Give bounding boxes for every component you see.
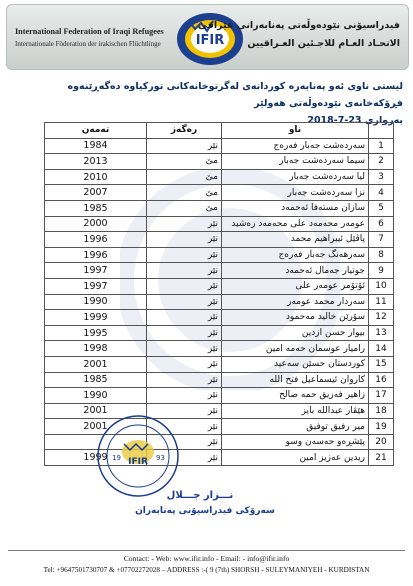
row-name: بیوار حسن ازدین xyxy=(222,325,369,341)
row-name: عومەر محەمەد علی محەمەد رەشید xyxy=(222,216,369,232)
letterhead-german-title: Internationale Föderation der irakischen Flüchtlinge xyxy=(15,40,161,48)
row-name: لیا سەردەشت جەبار xyxy=(222,169,369,185)
row-age: 1999 xyxy=(45,450,147,466)
seal-year-left: 19 xyxy=(112,454,121,462)
row-age: 1990 xyxy=(45,294,147,310)
letterhead xyxy=(6,4,409,70)
row-number: 21 xyxy=(369,450,394,466)
row-name: ئۆتۆمر عومەر علی xyxy=(222,278,369,294)
table-row xyxy=(45,216,394,232)
row-age: 1984 xyxy=(45,138,147,154)
header-gender: رەگەز xyxy=(147,123,222,139)
row-gender: نێر xyxy=(147,325,222,341)
row-number: 10 xyxy=(369,278,394,294)
row-number: 17 xyxy=(369,388,394,404)
table-row xyxy=(45,356,394,372)
footer-divider xyxy=(8,550,405,551)
row-gender: نێر xyxy=(147,232,222,248)
row-age: 2013 xyxy=(45,154,147,170)
row-age: 1996 xyxy=(45,232,147,248)
row-gender: مێ xyxy=(147,169,222,185)
row-age: 1985 xyxy=(45,372,147,388)
row-number: 2 xyxy=(369,154,394,170)
official-seal xyxy=(96,414,180,498)
row-gender: مێ xyxy=(147,154,222,170)
table-row xyxy=(45,294,394,310)
row-number: 3 xyxy=(369,169,394,185)
row-number: 7 xyxy=(369,232,394,248)
row-age: 1985 xyxy=(45,200,147,216)
row-age: 2001 xyxy=(45,403,147,419)
row-number: 14 xyxy=(369,341,394,357)
row-gender: مێ xyxy=(147,185,222,201)
row-gender: نێر xyxy=(147,403,222,419)
row-gender: نێر xyxy=(147,434,222,450)
row-gender: نێر xyxy=(147,372,222,388)
row-name: زاهیر فەریق حمە صالح xyxy=(222,388,369,404)
seal-text: IFIR xyxy=(128,457,148,467)
table-row xyxy=(45,325,394,341)
row-number: 8 xyxy=(369,247,394,263)
row-number: 20 xyxy=(369,434,394,450)
row-age: 2000 xyxy=(45,216,147,232)
table-row xyxy=(45,247,394,263)
row-number: 12 xyxy=(369,310,394,326)
row-age: 2007 xyxy=(45,185,147,201)
row-number: 6 xyxy=(369,216,394,232)
row-number: 13 xyxy=(369,325,394,341)
row-number: 16 xyxy=(369,372,394,388)
row-age: 1998 xyxy=(45,341,147,357)
row-age: 1996 xyxy=(45,247,147,263)
row-name: پێشڕەو حەسەن وسو xyxy=(222,434,369,450)
row-gender: نێر xyxy=(147,216,222,232)
row-number: 11 xyxy=(369,294,394,310)
row-age: 1999 xyxy=(45,310,147,326)
row-gender: نێر xyxy=(147,263,222,279)
row-name: سازان مستەفا ئەحمەد xyxy=(222,200,369,216)
table-row xyxy=(45,169,394,185)
row-name: جوتیار جەمال ئەحمەد xyxy=(222,263,369,279)
row-age: 1990 xyxy=(45,388,147,404)
table-row xyxy=(45,372,394,388)
title-line-1: لیستی ناوی ئەو پەنابەرە کوردانەی لەگرتوخانەکانی تورکیاوە دەگەڕێنەوە فڕۆکەخانەی نێودەوڵەتی هەولێر xyxy=(67,81,403,109)
row-gender: نێر xyxy=(147,419,222,435)
table-row xyxy=(45,154,394,170)
letterhead-kurdish-title: فیدراسیۆنی نێودەوڵەتی پەنابەرانی عێراقی xyxy=(198,20,400,31)
row-age: 2001 xyxy=(45,356,147,372)
row-name: کاروان ئیسماعیل فتح الله xyxy=(222,372,369,388)
signatory-title: سەرۆکی فیدراسیۆنی پەنابەران xyxy=(135,506,275,516)
row-name: سەردار محمد عومەر xyxy=(222,294,369,310)
table-row xyxy=(45,310,394,326)
title-line-2: بەرواری 23-7-2018 xyxy=(307,115,403,126)
row-gender: نێر xyxy=(147,310,222,326)
table-row xyxy=(45,263,394,279)
letterhead-latin xyxy=(15,25,164,50)
row-number: 19 xyxy=(369,419,394,435)
row-gender: نێر xyxy=(147,450,222,466)
footer-contact: Contact: - Web: www.ifir.info - Email: - info@ifir.info xyxy=(123,554,290,563)
header-age: تەمەن xyxy=(45,123,147,139)
row-number: 5 xyxy=(369,200,394,216)
table-row xyxy=(45,388,394,404)
table-header-row xyxy=(45,123,394,139)
letterhead-arabic-title: الاتحـاد العـام للاجـئين العـراقيين xyxy=(247,38,400,49)
row-gender: نێر xyxy=(147,294,222,310)
header-name: ناو xyxy=(222,123,369,139)
row-age: 2001 xyxy=(45,419,147,435)
row-name: سۆرێن خالید مەحمود xyxy=(222,310,369,326)
header-number xyxy=(369,123,394,139)
table-row xyxy=(45,185,394,201)
row-age: 2010 xyxy=(45,169,147,185)
logo-text: IFIR xyxy=(195,33,225,48)
seal-year-right: 93 xyxy=(156,454,165,462)
row-gender: نێر xyxy=(147,356,222,372)
row-number: 15 xyxy=(369,356,394,372)
row-age: 1997 xyxy=(45,278,147,294)
row-name: سەرهەنگ جەبار فەرەج xyxy=(222,247,369,263)
row-name: سەردەشت جەبار فەرەج xyxy=(222,138,369,154)
row-number: 4 xyxy=(369,185,394,201)
row-number: 1 xyxy=(369,138,394,154)
table-row xyxy=(45,341,394,357)
row-name: نزا سەردەشت جەبار xyxy=(222,185,369,201)
row-gender: نێر xyxy=(147,388,222,404)
table-row xyxy=(45,232,394,248)
row-number: 18 xyxy=(369,403,394,419)
row-gender: نێر xyxy=(147,138,222,154)
row-gender: نێر xyxy=(147,278,222,294)
row-gender: مێ xyxy=(147,200,222,216)
row-name: کوردستان حسێن سەعید xyxy=(222,356,369,372)
row-name: رامیار عوسمان حەمە امین xyxy=(222,341,369,357)
row-name: هێڤار عبدالله بایز xyxy=(222,403,369,419)
row-name: پاڤێل ئیبراهیم محمد xyxy=(222,232,369,248)
footer-address: Tel: +9647501730707 & +07702272028 – ADDRESS :-( 9 (7th) SHORSH - SULEYMANIYEH - KURDISTAN xyxy=(43,566,370,574)
letterhead-english-title: International Federation of Iraqi Refugees xyxy=(15,27,164,36)
row-name: میر رفیق توفیق xyxy=(222,419,369,435)
row-gender: نێر xyxy=(147,247,222,263)
table-row xyxy=(45,200,394,216)
row-age: 1997 xyxy=(45,263,147,279)
row-gender: نێر xyxy=(147,341,222,357)
table-row xyxy=(45,278,394,294)
row-age: 1995 xyxy=(45,325,147,341)
signatory-name: نـــزار جـــلال xyxy=(166,490,234,501)
row-name: ریدین عەزیز امین xyxy=(222,450,369,466)
row-name: سیما سەردەشت جەبار xyxy=(222,154,369,170)
row-number: 9 xyxy=(369,263,394,279)
table-row xyxy=(45,138,394,154)
